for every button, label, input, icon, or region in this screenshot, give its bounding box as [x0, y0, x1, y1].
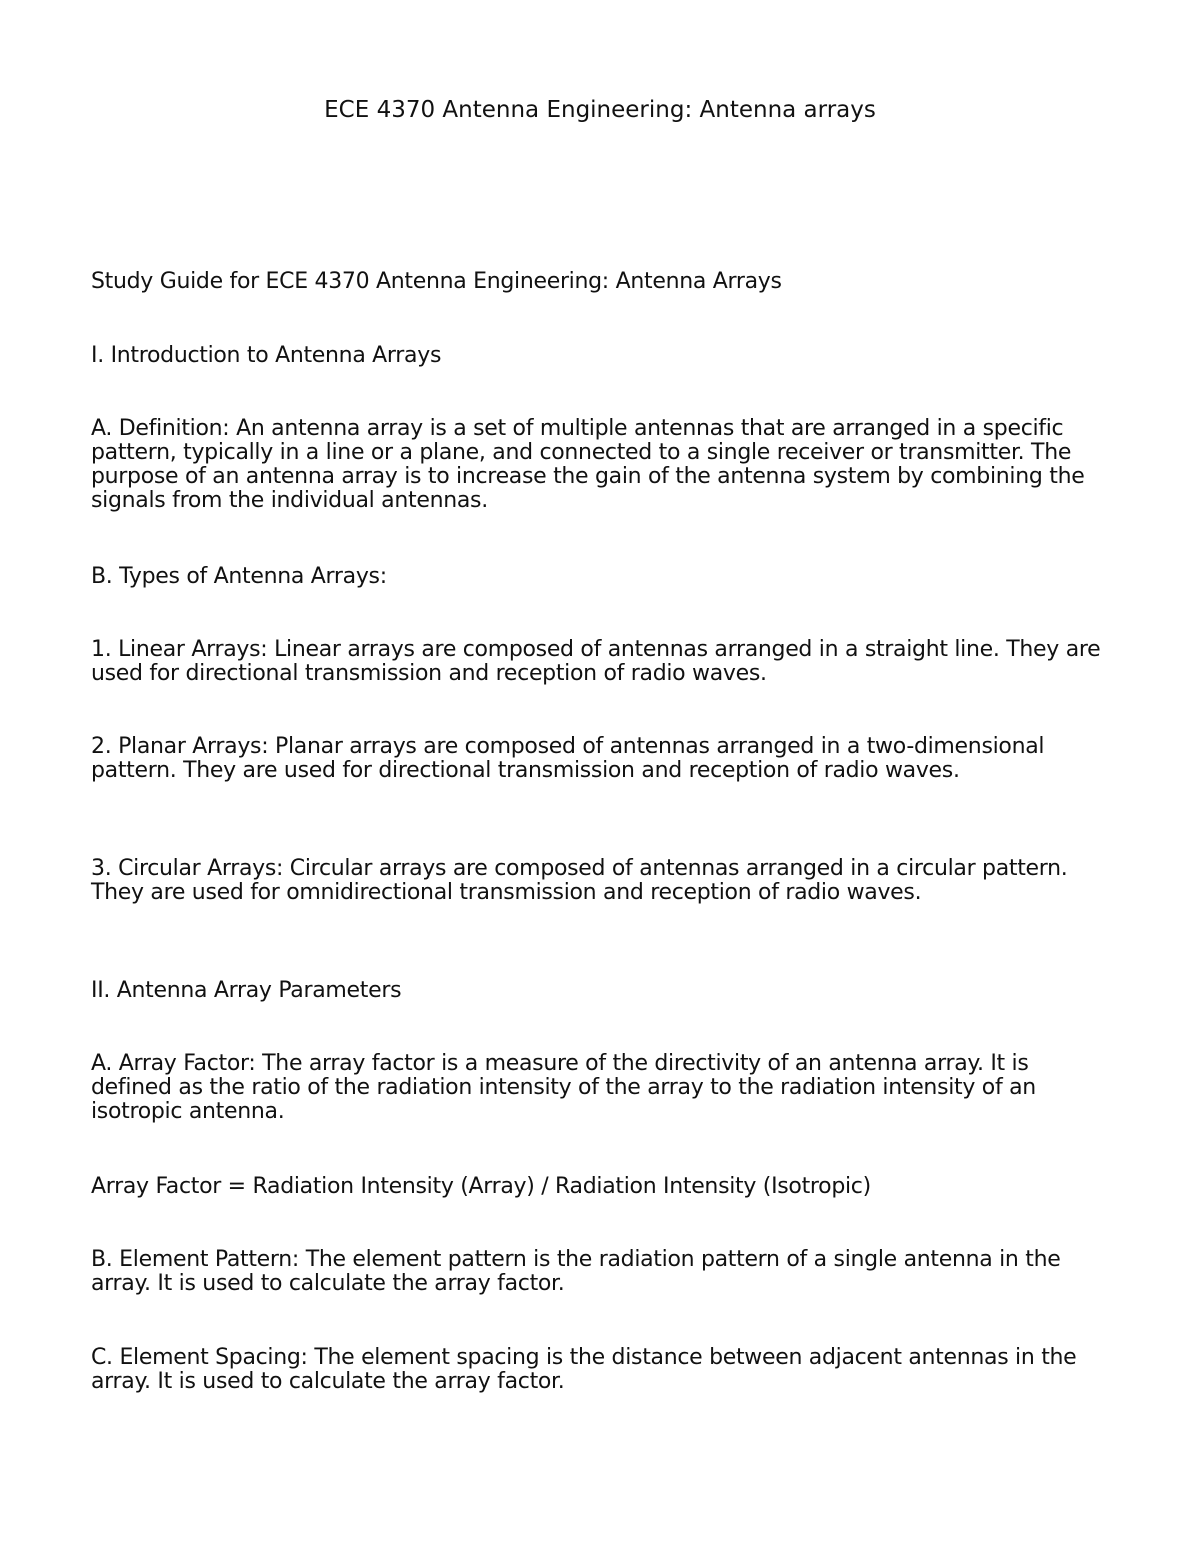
paragraph-linear-arrays: 1. Linear Arrays: Linear arrays are composed of antennas arranged in a straight line. They are used for directional transmission and reception of radio waves.: [91, 637, 1101, 686]
paragraph-element-spacing: C. Element Spacing: The element spacing is the distance between adjacent antennas in the array. It is used to calculate the array factor.: [91, 1345, 1077, 1394]
paragraph-circular-arrays: 3. Circular Arrays: Circular arrays are composed of antennas arranged in a circular pattern. They are used for omnidirectional transmission and reception of radio waves.: [91, 856, 1068, 905]
subheading-types-of-arrays: B. Types of Antenna Arrays:: [91, 564, 387, 589]
paragraph-element-pattern: B. Element Pattern: The element pattern is the radiation pattern of a single antenna in the array. It is used to calculate the array factor.: [91, 1247, 1061, 1296]
paragraph-planar-arrays: 2. Planar Arrays: Planar arrays are composed of antennas arranged in a two-dimensional pattern. They are used for directional transmission and reception of radio waves.: [91, 734, 1045, 783]
study-guide-heading: Study Guide for ECE 4370 Antenna Engineering: Antenna Arrays: [91, 269, 782, 294]
document-title: ECE 4370 Antenna Engineering: Antenna arrays: [324, 97, 876, 123]
section-heading-introduction: I. Introduction to Antenna Arrays: [91, 343, 442, 368]
section-heading-parameters: II. Antenna Array Parameters: [91, 978, 402, 1003]
paragraph-definition: A. Definition: An antenna array is a set of multiple antennas that are arranged in a specific pattern, typically in a line or a plane, and connected to a single receiver or transmitter. The purpose of an antenna array is to increase the gain of the antenna system by combining the signals from the individual antennas.: [91, 416, 1085, 513]
array-factor-formula: Array Factor = Radiation Intensity (Array) / Radiation Intensity (Isotropic): [91, 1174, 871, 1199]
paragraph-array-factor: A. Array Factor: The array factor is a measure of the directivity of an antenna array. It is defined as the ratio of the radiation intensity of the array to the radiation intensity of an isotropic antenna.: [91, 1051, 1036, 1124]
